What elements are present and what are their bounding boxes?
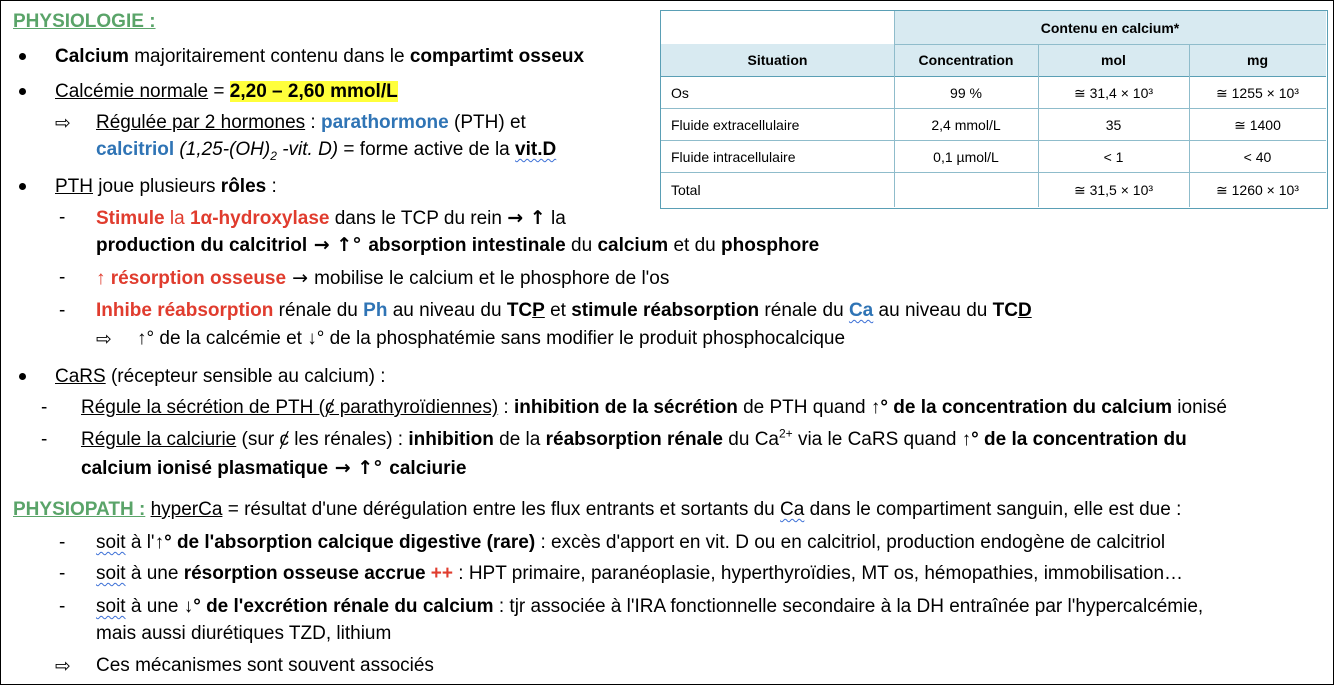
line-regule-calciurie: Régule la calciurie (sur ȼ les rénales) : inhibition de la réabsorption rénale du $Ca^{2+}$ via le CaRS quand ↑° de la concentration du [81,426,1187,450]
bullet [19,373,26,380]
section-title-physiopath: PHYSIOPATH : [13,499,146,520]
dash: - [59,563,66,584]
arrow-icon: ⇨ [96,328,112,350]
table-corner [661,11,894,44]
table-cell: ≅ 1400 [1234,116,1281,133]
table-rule [661,76,1326,77]
table-cell: Os [671,85,689,101]
arrow-icon: ⇨ [55,655,71,677]
table-rule [894,11,895,207]
line-calcemie-effect: ↑° de la calcémie et ↓° de la phosphatémie sans modifier le produit phosphocalcique [137,328,846,349]
table-cell: < 1 [1103,149,1124,165]
table-cell: 35 [1105,117,1122,133]
dash: - [59,300,66,321]
table-cell: Fluide extracellulaire [671,117,800,133]
table-cell: ≅ 1255 × 10³ [1216,84,1299,101]
dash: - [59,207,66,228]
table-rule [661,140,1326,141]
line-regulee: Régulée par 2 hormones : parathormone (PTH) et [96,112,526,133]
table-cell: ≅ 1260 × 10³ [1216,181,1299,198]
table-cell: < 40 [1243,149,1272,165]
table-header-mol: mol [1038,44,1189,76]
arrow-icon: ⇨ [55,112,71,134]
table-rule [661,108,1326,109]
line-calcemie: Calcémie normale = 2,20 – 2,60 mmol/L [55,81,398,102]
table-cell: ≅ 31,5 × 10³ [1073,181,1154,198]
dash: - [59,532,66,553]
table-cell: Total [671,182,701,198]
table-rule [1189,44,1190,207]
section-title-physiologie: PHYSIOLOGIE : [13,11,156,32]
line-soit-resorption: soit à une résorption osseuse accrue ++ : HPT primaire, paranéoplasie, hyperthyroïdies, MT os, hémopathies, immobilisation… [96,563,1184,584]
dash: - [41,429,48,450]
table-rule [661,172,1326,173]
table-rule [1038,44,1039,207]
line-diuretiques: mais aussi diurétiques TZD, lithium [96,623,392,644]
table-header-mg: mg [1189,44,1326,76]
line-stimule: Stimule la 1α-hydroxylase dans le TCP du rein → ↑ la [96,207,566,229]
dash: - [59,596,66,617]
line-cars: CaRS (récepteur sensible au calcium) : [55,366,386,387]
table-cell: 0,1 µmol/L [933,149,999,165]
line-conclusion: Ces mécanismes sont souvent associés [96,655,434,676]
line-resorption: ↑ résorption osseuse → mobilise le calcium et le phosphore de l'os [96,267,670,289]
line-calcium: Calcium majoritairement contenu dans le compartimt osseux [55,46,585,67]
bullet [19,88,26,95]
table-cell: Fluide intracellulaire [671,149,796,165]
line-soit-excretion: soit à une ↓° de l'excrétion rénale du calcium : tjr associée à l'IRA fonctionnelle secondaire à la DH entraînée par l'hypercalcémie, [96,596,1204,617]
bullet [19,183,26,190]
dash: - [41,397,48,418]
dash: - [59,267,66,288]
line-calcitriol: calcitriol ($1,25-(OH)_2$ -vit. D) = forme active de la vit.D [96,139,557,163]
line-production: production du calcitriol → ↑° absorption intestinale du calcium et du phosphore [96,234,820,256]
bullet [19,53,26,60]
table-cell: ≅ 31,4 × 10³ [1073,84,1154,101]
table-cell: 99 % [950,85,982,101]
line-soit-absorption: soit à l'↑° de l'absorption calcique digestive (rare) : excès d'apport en vit. D ou en calcitriol, production endogène de calcitriol [96,532,1166,553]
table-cell: 2,4 mmol/L [931,117,1001,133]
highlighted-range: 2,20 – 2,60 mmol/L [229,81,398,102]
table-rule [894,44,1326,45]
table-cell [894,173,1038,207]
line-calcium-ionise: calcium ionisé plasmatique → ↑° calciurie [81,457,467,479]
line-pth-roles: PTH joue plusieurs rôles : [55,176,277,197]
table-group-header: Contenu en calcium* [894,11,1326,44]
line-physiopath: PHYSIOPATH : hyperCa = résultat d'une dérégulation entre les flux entrants et sortants du Ca dans le compartiment sanguin, elle est due : [13,499,1182,520]
line-inhibe: Inhibe réabsorption rénale du Ph au niveau du TCP et stimule réabsorption rénale du Ca au niveau du TCD [96,300,1032,321]
line-regule-pth: Régule la sécrétion de PTH (ȼ parathyroïdiennes) : inhibition de la sécrétion de PTH quand ↑° de la concentration du calcium ionisé [81,397,1227,418]
table-header-situation: Situation [661,44,894,76]
calcium-content-table [660,10,1328,209]
table-header-concentration: Concentration [894,44,1038,76]
